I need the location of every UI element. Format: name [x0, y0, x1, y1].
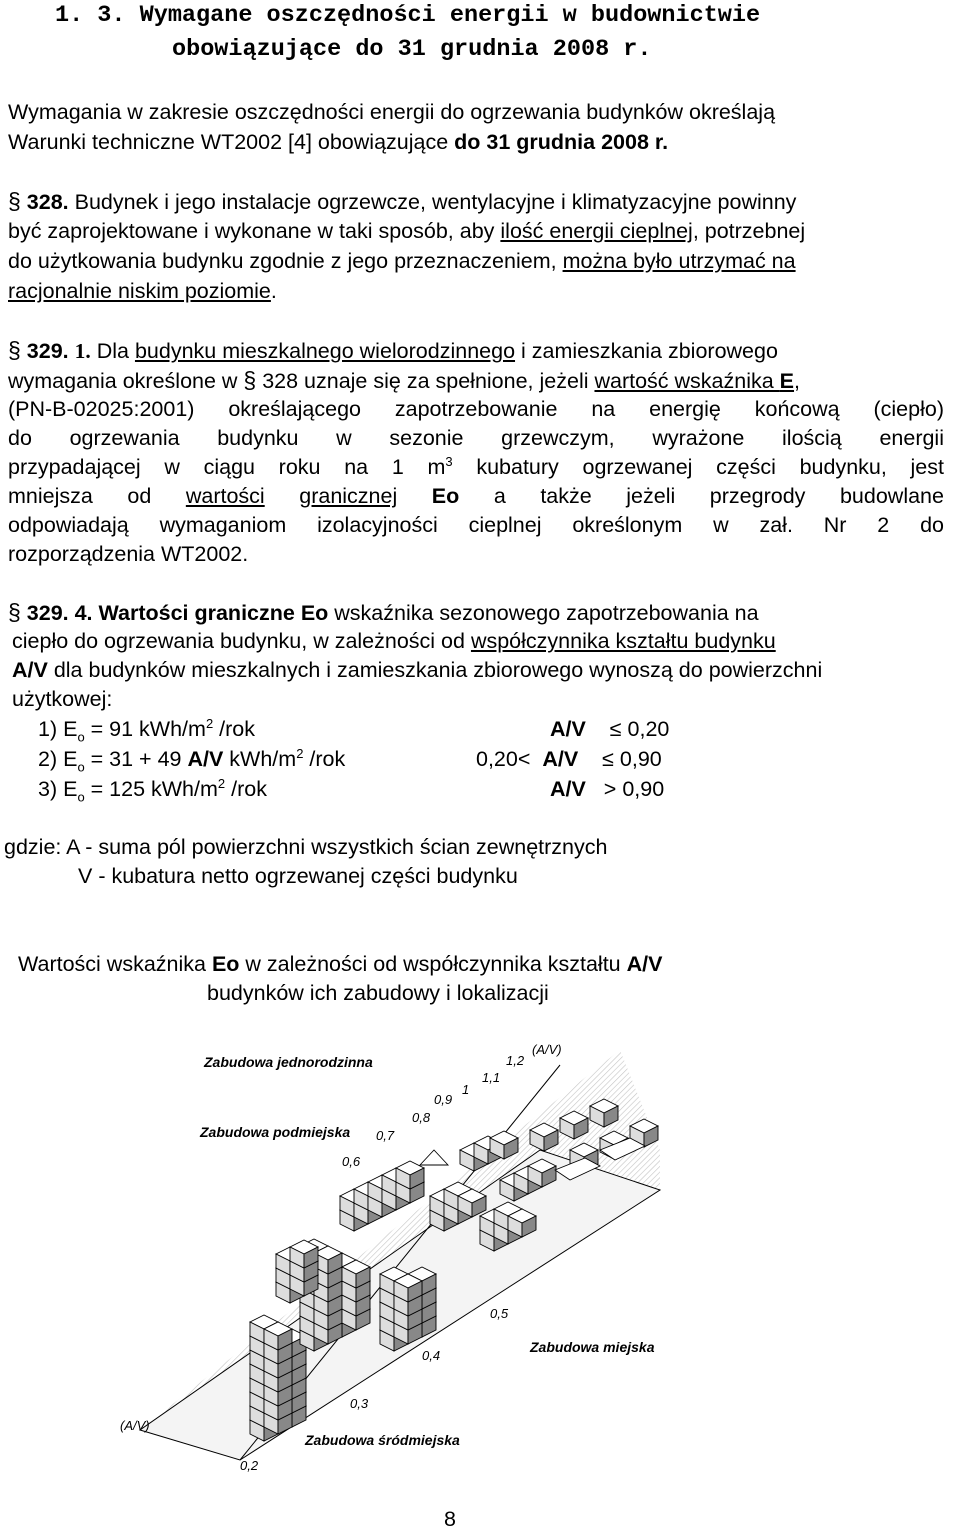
p329-4-bold: Wartości graniczne Eo	[92, 601, 329, 625]
formula-2-sub: o	[77, 759, 85, 775]
formula-3-label: 3) E	[38, 777, 78, 801]
p329-4-line-2	[12, 629, 776, 654]
section-sign-icon: §	[8, 188, 21, 214]
p329-4-l3-tail: dla budynków mieszkalnych i zamieszkania zbiorowego wynoszą do powierzchni	[47, 658, 823, 682]
legend-v: V - kubatura netto ogrzewanej części budynku	[78, 864, 518, 888]
formula-2-limit: 0,90	[619, 747, 662, 771]
formula-2-label: 2) E	[38, 747, 78, 771]
formula-2-av: A/V	[542, 747, 579, 771]
section-heading-line2: obowiązujące do 31 grudnia 2008 r.	[172, 36, 652, 63]
formula-1-limit: 0,20	[627, 717, 670, 741]
formula-1-sub: o	[77, 729, 85, 745]
p329-1-l2-mid: 328 uznaje się za spełnione, jeżeli	[256, 369, 595, 393]
section-sign-icon: §	[8, 337, 21, 363]
formula-3-sup: 2	[217, 775, 226, 791]
section-heading-line1: 1. 3. Wymagane oszczędności energii w budownictwie	[55, 2, 761, 29]
av-label-bottom: (A/V)	[120, 1418, 150, 1433]
p328-text: Budynek i jego instalacje ogrzewcze, wentylacyjne i klimatyzacyjne powinny	[68, 190, 797, 214]
figure-caption-line-2: budynków ich zabudowy i lokalizacji	[207, 981, 549, 1005]
formula-2-value: = 31 + 49	[84, 747, 188, 771]
formula-1-label: 1) E	[38, 717, 78, 741]
formula-1-unit: /rok	[213, 717, 256, 741]
p329-1-line-6	[8, 484, 944, 509]
p328-l3-text: do użytkowania budynku zgodnie z jego przeznaczeniem,	[8, 249, 563, 273]
p329-1-line-8: rozporządzenia WT2002.	[8, 542, 249, 566]
intro-line-2	[8, 130, 668, 155]
tick-0-9: 0,9	[434, 1092, 453, 1107]
p328-l2-text: być zaprojektowane i wykonane w taki sposób, aby	[8, 219, 501, 243]
p329-1-line-3: (PN-B-02025:2001) określającego zapotrzebowanie na energię końcową (ciepło)	[8, 397, 944, 421]
formula-2-condition	[476, 747, 662, 772]
p329-4-line-4: użytkowej:	[12, 687, 113, 711]
building-shape-figure	[100, 1030, 720, 1480]
formula-3-op: >	[603, 777, 617, 801]
p329-1-l2-comma: ,	[794, 369, 800, 393]
formula-2-sup: 2	[296, 745, 304, 761]
label-jednorodzinna: Zabudowa jednorodzinna	[204, 1054, 373, 1070]
p329-4-l2-underline: współczynnika kształtu budynku	[470, 629, 776, 653]
formula-3-limit: 0,90	[622, 777, 665, 801]
p328-line-2	[8, 219, 805, 244]
p328-line-3	[8, 249, 796, 274]
formula-2-op: ≤	[602, 747, 614, 771]
p329-1-l2-text: wymagania określone w	[8, 369, 244, 393]
p329-1-l5-sup: 3	[445, 453, 453, 469]
formula-3-condition	[550, 777, 664, 802]
tick-0-7: 0,7	[376, 1128, 395, 1143]
p329-1-l1-underline: budynku mieszkalnego wielorodzinnego	[134, 339, 516, 363]
p328-l3-underline: można było utrzymać na	[562, 249, 796, 273]
p328-l2-tail: , potrzebnej	[692, 219, 806, 243]
caption-av: A/V	[626, 952, 663, 976]
p328-number: 328.	[26, 190, 69, 214]
formula-3-sub: o	[77, 789, 85, 805]
av-label-top: (A/V)	[532, 1042, 562, 1057]
formula-2	[38, 745, 346, 775]
section-sign-icon: §	[8, 599, 21, 625]
formula-3-av: A/V	[550, 777, 586, 801]
p329-4-l2-text: ciepło do ogrzewania budynku, w zależności od	[12, 629, 471, 653]
p328-line-4	[8, 279, 277, 304]
formula-3-value: = 125 kWh/m	[84, 777, 218, 801]
tick-0-3: 0,3	[350, 1396, 369, 1411]
formula-1-value: = 91 kWh/m	[84, 717, 206, 741]
tick-0-8: 0,8	[412, 1110, 431, 1125]
p328-l4-tail: .	[270, 279, 277, 303]
p329-4-line-1	[8, 599, 759, 626]
p329-1-l5-text: przypadającej w ciągu roku na 1 m	[8, 455, 446, 479]
p329-1-line-7: odpowiadają wymaganiom izolacyjności cieplnej określonym w zał. Nr 2 do	[8, 513, 944, 537]
p329-4-line-3	[12, 658, 822, 683]
p329-1-number: 329.	[26, 339, 75, 363]
p329-1-l1-text: Dla	[90, 339, 135, 363]
p329-1-l6-eo: Eo	[431, 484, 460, 508]
p329-4-number: 329. 4.	[26, 601, 93, 625]
p329-4-l1-tail: wskaźnika sezonowego zapotrzebowania na	[328, 601, 759, 625]
p329-1-subnumber: 1.	[74, 339, 91, 363]
formula-3	[38, 775, 267, 805]
section-sign-icon: §	[243, 367, 257, 393]
intro-text: Warunki techniczne WT2002 [4] obowiązujące	[8, 130, 455, 154]
p329-1-l2-underline: wartość wskaźnika	[594, 369, 780, 393]
formula-1-av: A/V	[550, 717, 586, 741]
intro-date: do 31 grudnia 2008 r.	[454, 130, 669, 154]
tick-0-4: 0,4	[422, 1348, 441, 1363]
formula-1-op: ≤	[609, 717, 622, 741]
tick-1-1: 1,1	[482, 1070, 501, 1085]
formula-2-unit-a: kWh/m	[223, 747, 297, 771]
formula-1-condition	[550, 717, 669, 742]
formula-1-sup: 2	[205, 715, 214, 731]
tick-0-6: 0,6	[342, 1154, 361, 1169]
legend-a: gdzie: A - suma pól powierzchni wszystkich ścian zewnętrznych	[4, 835, 608, 859]
tick-1: 1	[462, 1082, 470, 1097]
formula-2-av-inline: A/V	[187, 747, 224, 771]
intro-line-1: Wymagania w zakresie oszczędności energii do ogrzewania budynków określają	[8, 100, 776, 124]
tick-1-2: 1,2	[506, 1053, 525, 1068]
tick-0-2: 0,2	[240, 1458, 259, 1473]
formula-1	[38, 715, 256, 745]
p329-1-l6-underline-2: granicznej	[299, 484, 398, 508]
caption-text: Wartości wskaźnika	[18, 952, 212, 976]
p329-1-l5-tail: kubatury ogrzewanej części budynku, jest	[452, 455, 944, 479]
p329-1-line-4: do ogrzewania budynku w sezonie grzewczym, wyrażone ilością energii	[8, 426, 944, 450]
formula-2-lower: 0,20<	[476, 747, 531, 771]
p328-line-1	[8, 188, 796, 215]
label-srodmiejska: Zabudowa śródmiejska	[305, 1432, 460, 1448]
page-number: 8	[444, 1507, 456, 1531]
label-miejska: Zabudowa miejska	[530, 1339, 655, 1355]
p329-1-line-2	[8, 367, 800, 394]
p329-1-l1-tail: i zamieszkania zbiorowego	[515, 339, 778, 363]
formula-3-unit: /rok	[225, 777, 267, 801]
p329-4-av: A/V	[12, 658, 48, 682]
p329-1-l2-e: E	[779, 369, 795, 393]
caption-eo: Eo	[211, 952, 240, 976]
p329-1-line-5	[8, 455, 944, 480]
formula-2-unit: /rok	[303, 747, 346, 771]
p328-l2-underline: ilość energii cieplnej	[500, 219, 693, 243]
p329-1-l6-underline-1: wartości	[185, 484, 265, 508]
p329-1-l6-text: mniejsza od	[8, 484, 186, 508]
caption-mid: w zależności od współczynnika kształtu	[239, 952, 627, 976]
label-podmiejska: Zabudowa podmiejska	[200, 1124, 351, 1140]
tick-0-5: 0,5	[490, 1306, 509, 1321]
figure-caption-line-1	[18, 952, 662, 977]
p328-l4-underline: racjonalnie niskim poziomie	[8, 279, 271, 303]
p329-1-l6-tail: a także jeżeli przegrody budowlane	[459, 484, 944, 508]
p329-1-line-1	[8, 337, 778, 364]
